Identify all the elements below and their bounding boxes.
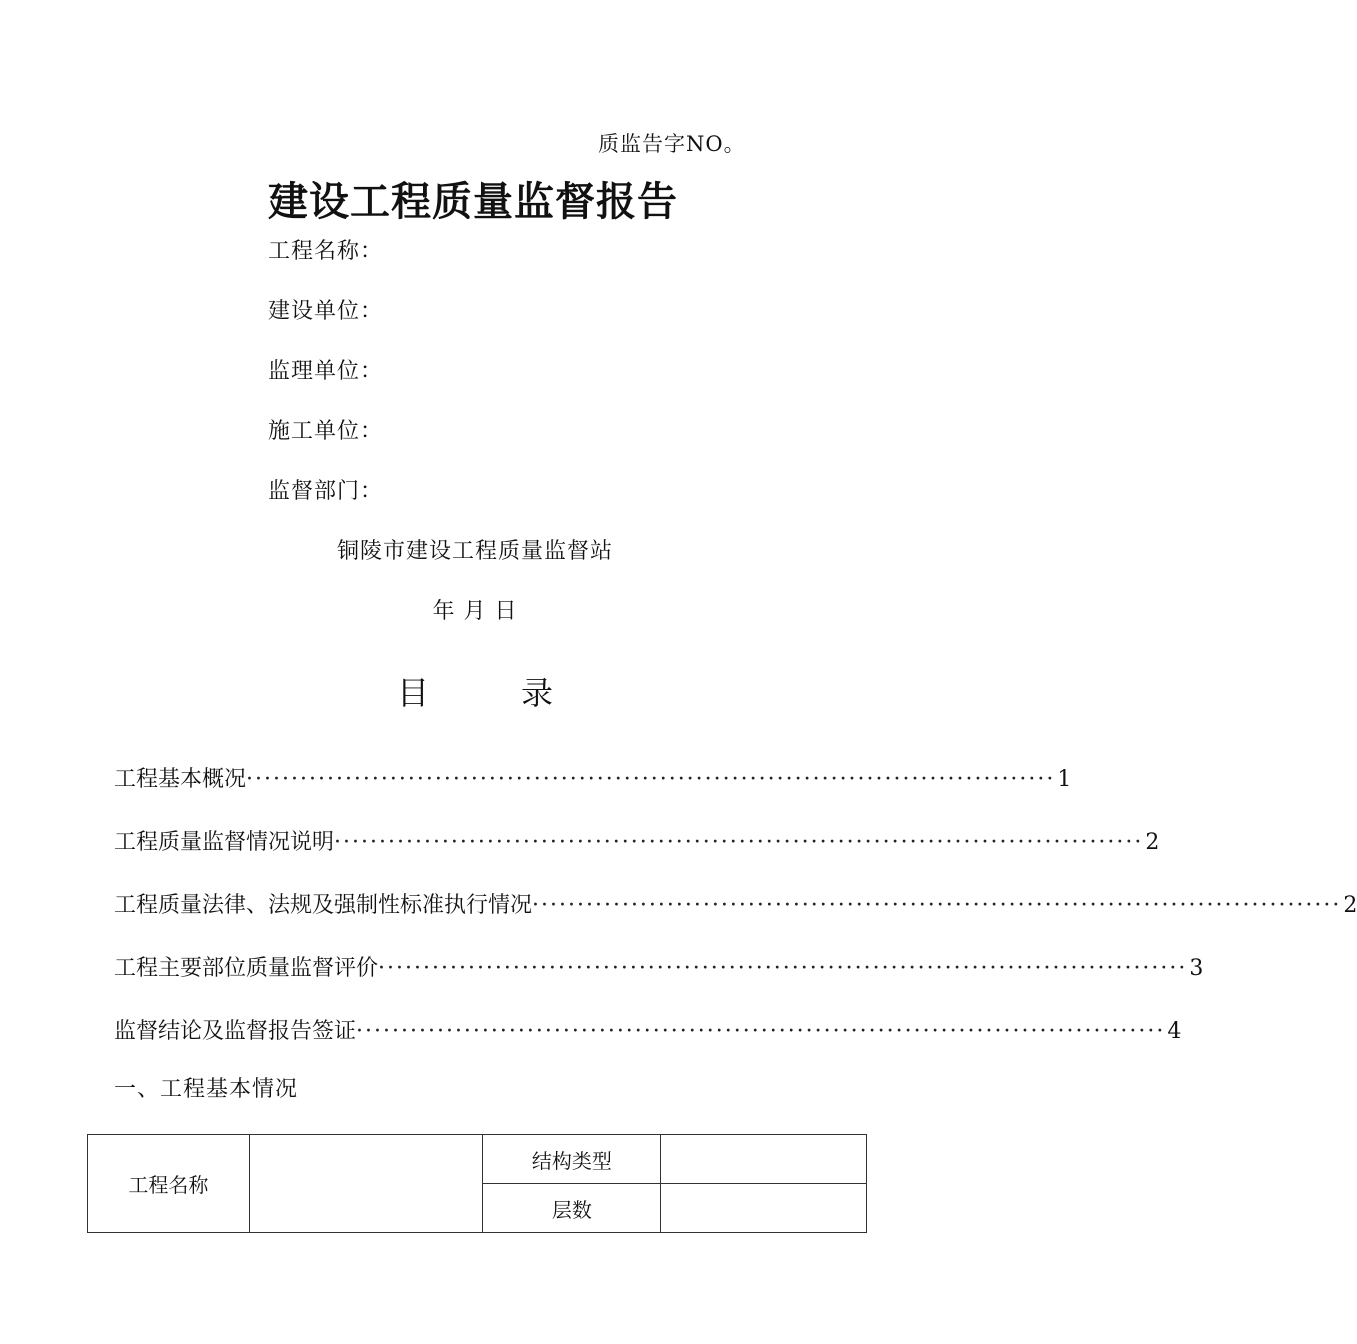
- toc-heading-right: 录: [521, 674, 554, 712]
- toc-heading-left: 目: [396, 674, 429, 712]
- toc-leader: ··························································································: [532, 893, 1342, 918]
- organization-name: 铜陵市建设工程质量监督站: [336, 539, 613, 564]
- toc-entry-page: 4: [1167, 1019, 1182, 1044]
- field-supervising-department: 监督部门：: [268, 479, 384, 504]
- toc-entry[interactable]: [114, 1014, 1182, 1045]
- page-title: 建设工程质量监督报告: [268, 179, 678, 225]
- structure-type-label: 结构类型: [483, 1135, 661, 1184]
- toc-entry-page: 1: [1057, 767, 1072, 792]
- field-project-name: 工程名称：: [268, 239, 384, 264]
- toc-entry-page: 2: [1145, 830, 1160, 855]
- project-name-value[interactable]: [249, 1135, 483, 1233]
- toc-entry-text: 工程基本概况: [114, 767, 247, 792]
- toc-entry-text: 工程主要部位质量监督评价: [114, 956, 379, 981]
- structure-type-value[interactable]: [661, 1135, 867, 1184]
- toc-leader: ··························································································: [246, 767, 1056, 792]
- toc-entry[interactable]: [114, 762, 1072, 793]
- toc-entry[interactable]: [114, 951, 1204, 982]
- toc-leader: ··························································································: [378, 956, 1188, 981]
- toc-entry-text: 工程质量监督情况说明: [114, 830, 335, 855]
- field-contractor-unit: 施工单位：: [268, 419, 384, 444]
- project-name-label: 工程名称: [88, 1135, 250, 1233]
- field-construction-unit: 建设单位：: [268, 299, 384, 324]
- toc-heading: [0, 668, 950, 714]
- section-heading: 一、工程基本情况: [114, 1077, 299, 1102]
- floors-label: 层数: [483, 1184, 661, 1233]
- project-info-table: [87, 1134, 867, 1233]
- floors-value[interactable]: [661, 1184, 867, 1233]
- toc-entry-text: 工程质量法律、法规及强制性标准执行情况: [114, 893, 533, 918]
- toc-entry[interactable]: [114, 825, 1160, 856]
- document-number: 质监告字NO。: [598, 132, 746, 156]
- toc-leader: ··························································································: [334, 830, 1144, 855]
- toc-leader: ··························································································: [356, 1019, 1166, 1044]
- field-supervision-unit: 监理单位：: [268, 359, 384, 384]
- toc-entry-page: 2: [1343, 893, 1357, 918]
- toc-entry-page: 3: [1189, 956, 1204, 981]
- toc-entry[interactable]: [114, 888, 1357, 919]
- toc-entry-text: 监督结论及监督报告签证: [114, 1019, 357, 1044]
- report-date: 年 月 日: [432, 599, 518, 624]
